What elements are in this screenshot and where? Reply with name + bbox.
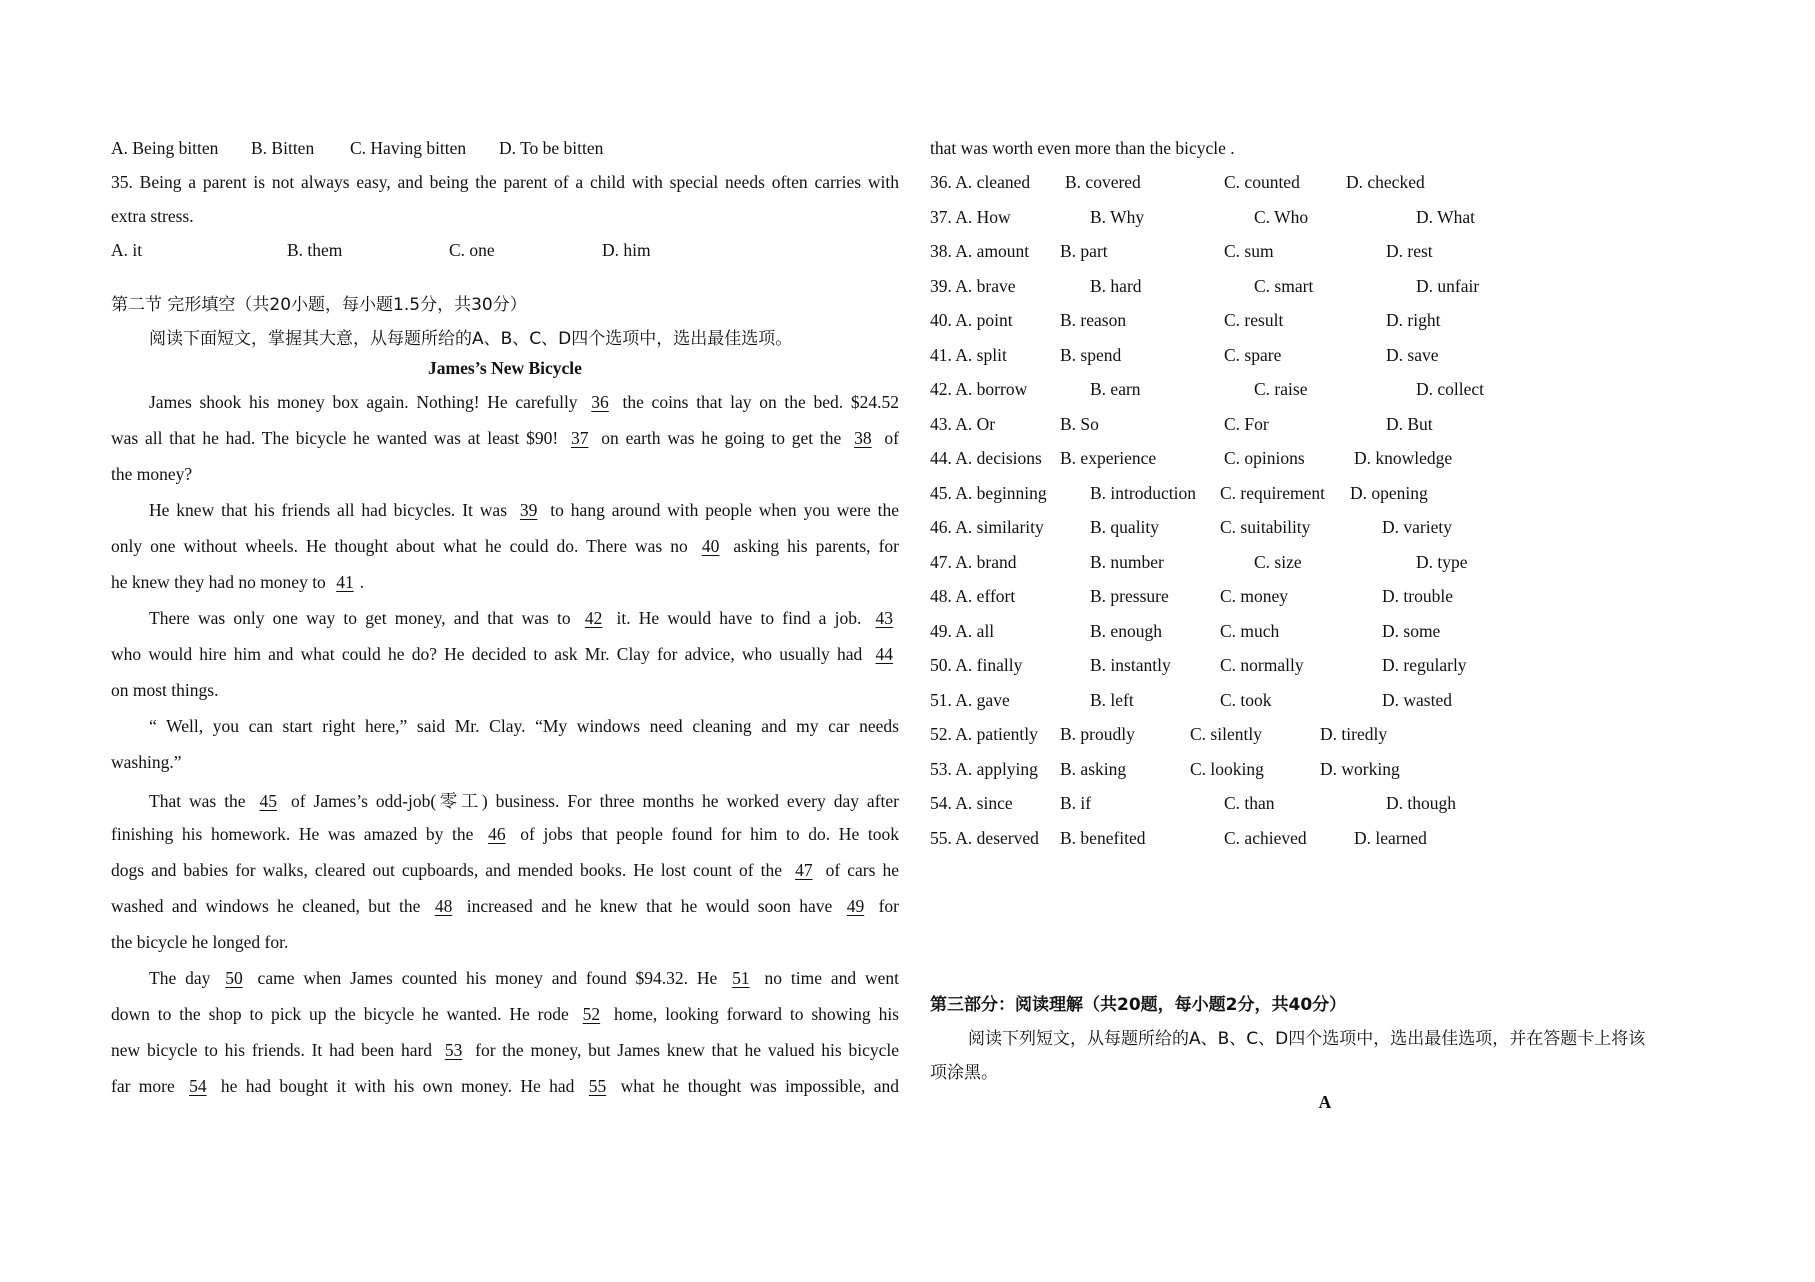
option: D. some <box>1382 620 1441 641</box>
option: C. sum <box>1224 241 1274 261</box>
blank-number: 37 <box>570 428 589 448</box>
option: B. Bitten <box>251 138 315 158</box>
option-row <box>930 310 1720 345</box>
passage-text: James shook his money box again. Nothing! He carefully <box>149 392 586 412</box>
passage-a-label: A <box>1318 1092 1332 1112</box>
passage-text: asking his parents, for <box>725 536 899 556</box>
option: D. collect <box>1416 379 1485 399</box>
option: 48. A. effort <box>930 586 1016 606</box>
passage-line <box>111 572 899 608</box>
option: A. Being bitten <box>111 138 219 158</box>
option: 50. A. finally <box>930 655 1023 675</box>
option: C. silently <box>1190 724 1262 744</box>
option-row <box>930 655 1720 690</box>
option: D. unfair <box>1416 275 1480 296</box>
passage-line <box>111 860 899 896</box>
option: D. him <box>602 240 651 260</box>
passage-line <box>111 932 899 968</box>
option: 37. A. How <box>930 206 1011 227</box>
option: B. hard <box>1090 275 1142 296</box>
section3-heading: 第三部分：阅读理解（共20题，每小题2分，共40分） <box>930 995 1347 1015</box>
section2-heading: 第二节 完形填空（共20小题，每小题1.5分，共30分） <box>111 295 527 315</box>
option: C. For <box>1224 413 1269 434</box>
option: 36. A. cleaned <box>930 172 1031 192</box>
blank-number: 44 <box>875 644 893 664</box>
option-row <box>930 552 1720 587</box>
option-row <box>930 759 1720 794</box>
blank-number: 43 <box>875 608 893 628</box>
passage-text: of James’s odd-job(零工) business. For three months he worked every day after <box>283 791 899 811</box>
option: D. But <box>1386 413 1433 434</box>
option: C. took <box>1220 689 1272 710</box>
option: C. raise <box>1254 379 1308 399</box>
passage-text: . <box>359 572 365 592</box>
option: B. quality <box>1090 517 1160 537</box>
passage-text: for the money, but James knew that he valued his bicycle <box>468 1040 899 1060</box>
question-35-stem-cont: extra stress. <box>111 206 194 226</box>
option: C. much <box>1220 620 1280 641</box>
passage-text: down to the shop to pick up the bicycle he wanted. He rode <box>111 1004 577 1024</box>
passage-text: it. He would have to find a job. <box>608 608 870 628</box>
passage-text: far more <box>111 1076 184 1096</box>
passage-text: no time and went <box>755 968 899 988</box>
option-row <box>930 483 1720 518</box>
passage-line <box>111 428 899 464</box>
option: D. What <box>1416 206 1475 227</box>
option: B. pressure <box>1090 586 1169 606</box>
option: D. tiredly <box>1320 724 1388 744</box>
passage-text: the money? <box>111 464 193 484</box>
blank-number: 42 <box>584 608 603 628</box>
option: C. than <box>1224 793 1275 813</box>
option-row <box>930 621 1720 656</box>
option-row <box>930 414 1720 449</box>
option: 38. A. amount <box>930 241 1030 261</box>
option: D. though <box>1386 793 1456 813</box>
blank-number: 40 <box>701 536 720 556</box>
passage-text: finishing his homework. He was amazed by the <box>111 824 483 844</box>
passage-line <box>111 392 899 428</box>
option: B. proudly <box>1060 724 1135 744</box>
q35-options <box>111 240 899 290</box>
passage-text: the bicycle he longed for. <box>111 932 289 952</box>
cloze-options <box>930 172 1720 862</box>
option: D. type <box>1416 551 1468 572</box>
option-row <box>930 172 1720 207</box>
blank-number: 51 <box>732 968 750 988</box>
blank-number: 45 <box>259 791 278 811</box>
blank-number: 36 <box>591 392 609 412</box>
option: 45. A. beginning <box>930 482 1047 503</box>
passage-text: There was only one way to get money, and that was to <box>149 608 579 628</box>
blank-number: 52 <box>582 1004 601 1024</box>
passage-end: that was worth even more than the bicycle . <box>930 138 1235 158</box>
option: 40. A. point <box>930 310 1013 330</box>
passage-line <box>111 968 899 1004</box>
blank-number: 54 <box>189 1076 207 1096</box>
left-column <box>111 138 899 1112</box>
option: D. right <box>1386 310 1441 330</box>
option: C. opinions <box>1224 448 1305 468</box>
passage-text: to hang around with people when you were the <box>543 500 899 520</box>
passage-text: of cars he <box>818 860 899 880</box>
blank-number: 47 <box>795 860 813 880</box>
passage-line <box>111 1076 899 1112</box>
passage-text: on earth was he going to get the <box>594 428 849 448</box>
option: D. trouble <box>1382 586 1453 606</box>
blank-number: 55 <box>588 1076 607 1096</box>
option: 52. A. patiently <box>930 724 1038 744</box>
blank-number: 53 <box>444 1040 463 1060</box>
passage-text: of jobs that people found for him to do. He took <box>511 824 899 844</box>
passage-text: of <box>877 428 899 448</box>
option: 47. A. brand <box>930 551 1017 572</box>
option: 43. A. Or <box>930 413 996 434</box>
blank-number: 49 <box>846 896 865 916</box>
option-row <box>930 517 1720 552</box>
option: C. requirement <box>1220 482 1325 503</box>
option: 49. A. all <box>930 620 995 641</box>
option: B. number <box>1090 551 1164 572</box>
option: B. if <box>1060 793 1092 813</box>
passage <box>111 392 899 1112</box>
option: D. save <box>1386 344 1439 365</box>
passage-line <box>111 1004 899 1040</box>
option-row <box>930 379 1720 414</box>
passage-title: James’s New Bicycle <box>428 358 582 378</box>
passage-text: new bicycle to his friends. It had been hard <box>111 1040 439 1060</box>
option: C. result <box>1224 310 1284 330</box>
option-row <box>930 793 1720 828</box>
passage-line <box>111 788 899 824</box>
option: C. one <box>449 240 495 260</box>
blank-number: 41 <box>336 572 354 592</box>
section3-instruction-cont: 项涂黑。 <box>930 1063 998 1083</box>
passage-line <box>111 680 899 716</box>
passage-text: came when James counted his money and found $94.32. He <box>248 968 727 988</box>
q34-options <box>111 138 899 172</box>
option: D. knowledge <box>1354 448 1453 468</box>
passage-text: washing.” <box>111 752 182 772</box>
option: C. normally <box>1220 655 1304 675</box>
option-row <box>930 690 1720 725</box>
passage-line <box>111 644 899 680</box>
option: B. instantly <box>1090 655 1171 675</box>
blank-number: 38 <box>854 428 872 448</box>
option: C. size <box>1254 551 1302 572</box>
right-column <box>930 138 1720 1126</box>
passage-line <box>111 608 899 644</box>
option-row <box>930 586 1720 621</box>
passage-line <box>111 500 899 536</box>
passage-line <box>111 464 899 500</box>
blank-number: 50 <box>225 968 243 988</box>
section3-instruction: 阅读下列短文，从每题所给的A、B、C、D四个选项中，选出最佳选项，并在答题卡上将该 <box>968 1029 1646 1049</box>
blank-number: 48 <box>434 896 453 916</box>
passage-line <box>111 824 899 860</box>
passage-text: dogs and babies for walks, cleared out cupboards, and mended books. He lost count of the <box>111 860 790 880</box>
option: 39. A. brave <box>930 275 1016 296</box>
option: 51. A. gave <box>930 689 1010 710</box>
option: D. wasted <box>1382 689 1452 710</box>
option: D. checked <box>1346 172 1425 192</box>
passage-text: he had bought it with his own money. He had <box>212 1076 583 1096</box>
option: D. rest <box>1386 241 1433 261</box>
option: B. Why <box>1090 206 1145 227</box>
option: C. Having bitten <box>350 138 467 158</box>
option: C. Who <box>1254 206 1309 227</box>
option: B. asking <box>1060 758 1127 779</box>
passage-line <box>111 716 899 752</box>
option: D. working <box>1320 758 1400 779</box>
blank-number: 39 <box>519 500 538 520</box>
passage-text: what he thought was impossible, and <box>612 1076 899 1096</box>
passage-text: was all that he had. The bicycle he wanted was at least $90! <box>111 428 565 448</box>
section2-instruction: 阅读下面短文，掌握其大意，从每题所给的A、B、C、D四个选项中，选出最佳选项。 <box>149 329 793 349</box>
passage-text: the coins that lay on the bed. $24.52 <box>614 392 899 412</box>
option-row <box>930 207 1720 242</box>
passage-text: home, looking forward to showing his <box>606 1004 899 1024</box>
passage-text: He knew that his friends all had bicycles. It was <box>149 500 514 520</box>
question-35-stem: 35. Being a parent is not always easy, and being the parent of a child with special needs often carries with <box>111 172 899 192</box>
passage-text: washed and windows he cleaned, but the <box>111 896 429 916</box>
option: D. variety <box>1382 517 1452 537</box>
passage-text: he knew they had no money to <box>111 572 331 592</box>
option: B. spend <box>1060 344 1122 365</box>
option: B. left <box>1090 689 1134 710</box>
option: B. reason <box>1060 310 1127 330</box>
option: 44. A. decisions <box>930 448 1042 468</box>
option: 41. A. split <box>930 344 1007 365</box>
option: B. earn <box>1090 379 1141 399</box>
option: C. money <box>1220 586 1289 606</box>
option: B. part <box>1060 241 1108 261</box>
option: D. regularly <box>1382 655 1467 675</box>
option-row <box>930 345 1720 380</box>
option: C. achieved <box>1224 827 1307 848</box>
passage-text: only one without wheels. He thought about what he could do. There was no <box>111 536 696 556</box>
passage-line <box>111 896 899 932</box>
passage-line <box>111 536 899 572</box>
passage-text: The day <box>149 968 220 988</box>
option: B. introduction <box>1090 482 1196 503</box>
passage-text: for <box>870 896 900 916</box>
option-row <box>930 724 1720 759</box>
option: 53. A. applying <box>930 758 1038 779</box>
option: 55. A. deserved <box>930 827 1039 848</box>
option: C. spare <box>1224 344 1282 365</box>
passage-text: who would hire him and what could he do? He decided to ask Mr. Clay for advice, who usually had <box>111 644 870 664</box>
option: D. opening <box>1350 482 1428 503</box>
option: B. enough <box>1090 620 1162 641</box>
option: C. counted <box>1224 172 1300 192</box>
option: C. looking <box>1190 758 1264 779</box>
option: B. experience <box>1060 448 1157 468</box>
option: B. them <box>287 240 343 260</box>
passage-text: “ Well, you can start right here,” said Mr. Clay. “My windows need cleaning and my car needs <box>149 716 899 736</box>
option-row <box>930 276 1720 311</box>
option-row <box>930 448 1720 483</box>
option: 46. A. similarity <box>930 517 1044 537</box>
blank-number: 46 <box>488 824 506 844</box>
option: B. covered <box>1065 172 1141 192</box>
passage-text: on most things. <box>111 680 219 700</box>
option: B. benefited <box>1060 827 1146 848</box>
passage-line <box>111 752 899 788</box>
passage-text: That was the <box>149 791 254 811</box>
option-row <box>930 828 1720 863</box>
option: D. To be bitten <box>499 138 604 158</box>
option: B. So <box>1060 413 1099 434</box>
option-row <box>930 241 1720 276</box>
option: A. it <box>111 240 143 260</box>
option: 42. A. borrow <box>930 379 1028 399</box>
passage-text: increased and he knew that he would soon have <box>458 896 841 916</box>
option: 54. A. since <box>930 793 1013 813</box>
option: C. smart <box>1254 275 1314 296</box>
option: C. suitability <box>1220 517 1311 537</box>
passage-line <box>111 1040 899 1076</box>
option: D. learned <box>1354 827 1427 848</box>
